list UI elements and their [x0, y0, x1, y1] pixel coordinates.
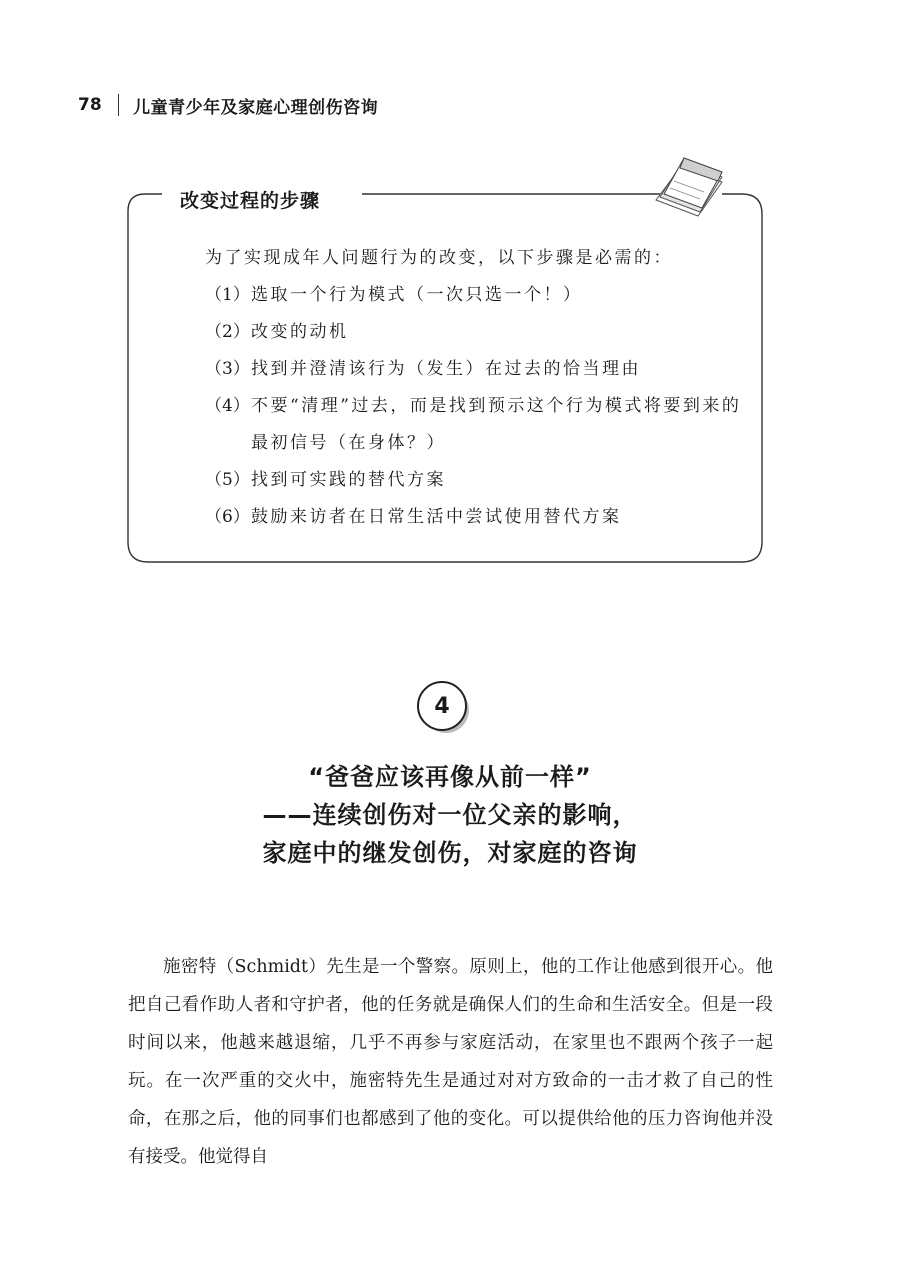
step-item [205, 388, 745, 462]
chapter-title-main: “爸爸应该再像从前一样” [308, 763, 592, 791]
page-number: 78 [78, 95, 102, 115]
step-number: （5） [205, 470, 250, 490]
steps-box-content [205, 240, 745, 536]
book-title: 儿童青少年及家庭心理创伤咨询 [133, 97, 379, 118]
steps-box-title: 改变过程的步骤 [180, 190, 321, 212]
step-item [205, 351, 745, 388]
step-text: 不要“清理”过去，而是找到预示这个行为模式将要到来的最初信号（在身体？） [251, 396, 742, 453]
chapter-subtitle-line: ——连续创伤对一位父亲的影响， [262, 801, 638, 829]
step-number: （3） [205, 359, 250, 379]
chapter-title [0, 758, 900, 872]
step-text: 鼓励来访者在日常生活中尝试使用替代方案 [251, 507, 622, 527]
step-item [205, 314, 745, 351]
chapter-subtitle-line: 家庭中的继发创伤，对家庭的咨询 [262, 839, 638, 867]
step-number: （1） [205, 285, 250, 305]
step-number: （6） [205, 507, 250, 527]
step-item [205, 499, 745, 536]
step-text: 找到并澄清该行为（发生）在过去的恰当理由 [251, 359, 641, 379]
step-text: 找到可实践的替代方案 [251, 470, 446, 490]
body-paragraph: 施密特（Schmidt）先生是一个警察。原则上，他的工作让他感到很开心。他把自己看作助人者和守护者，他的任务就是确保人们的生命和生活安全。但是一段时间以来，他越来越退缩，几乎不再参与家庭活动，在家里也不跟两个孩子一起玩。在一次严重的交火中，施密特先生是通过对对方致命的一击才救了自己的性命，在那之后，他的同事们也都感到了他的变化。可以提供给他的压力咨询他并没有接受。他觉得自 [128, 957, 773, 1167]
step-number: （4） [205, 396, 250, 416]
step-text: 改变的动机 [251, 322, 349, 342]
chapter-number-badge: 4 [417, 681, 467, 731]
step-item [205, 462, 745, 499]
notepad-icon [656, 158, 722, 216]
step-text: 选取一个行为模式（一次只选一个！） [251, 285, 583, 305]
step-number: （2） [205, 322, 250, 342]
step-item [205, 277, 745, 314]
steps-intro: 为了实现成年人问题行为的改变，以下步骤是必需的： [205, 248, 673, 268]
